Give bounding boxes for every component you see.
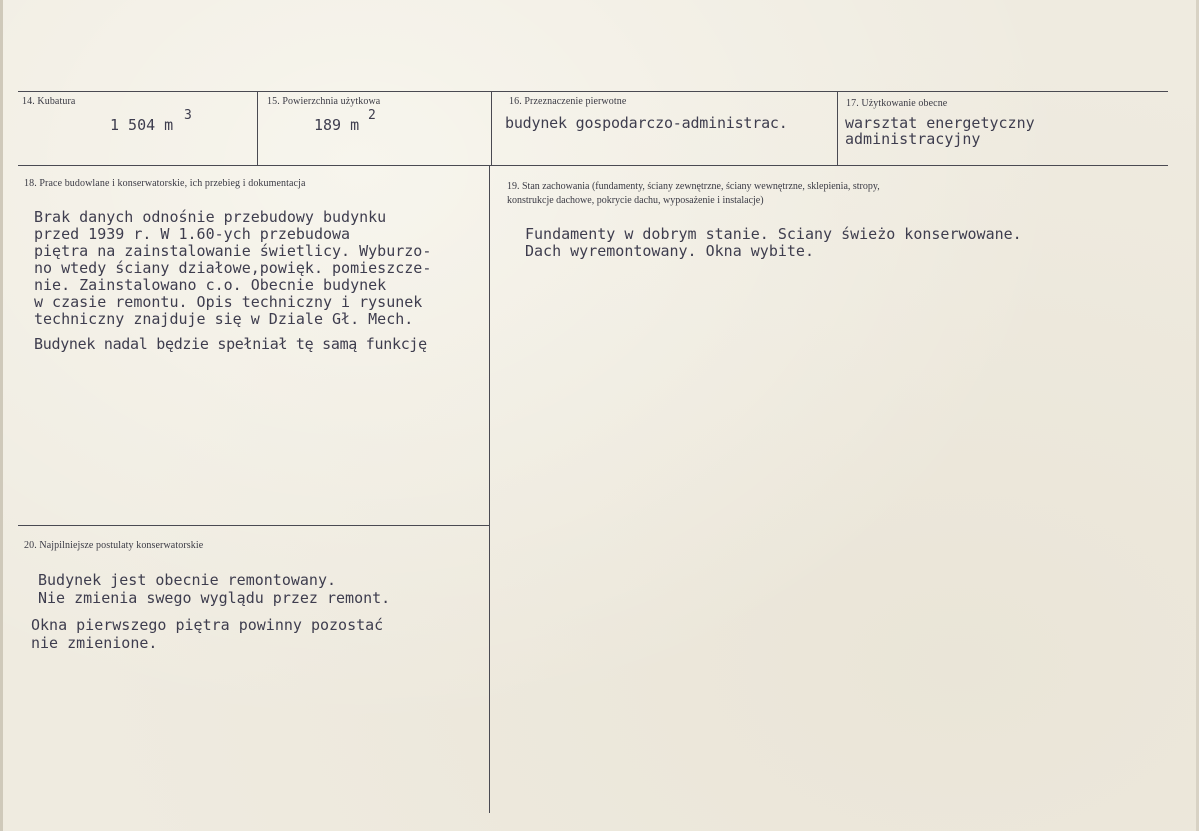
field-18-line-1: Brak danych odnośnie przebudowy budynku	[34, 208, 387, 226]
field-18-line-5: nie. Zainstalowano c.o. Obecnie budynek	[34, 276, 387, 294]
field-15-value: 189 m	[314, 116, 360, 134]
field-19-label-line-1: 19. Stan zachowania (fundamenty, ściany zewnętrzne, ściany wewnętrzne, sklepienia, stropy,	[507, 181, 880, 192]
divider-18-19	[489, 165, 490, 813]
field-14-unit-exponent: 3	[184, 108, 192, 123]
field-20-line-1: Budynek jest obecnie remontowany.	[38, 571, 337, 589]
sheet-left-edge	[0, 0, 3, 831]
field-14-value: 1 504 m	[110, 116, 174, 134]
field-20-line-2: Nie zmienia swego wyglądu przez remont.	[38, 589, 391, 607]
field-18-extra-line: Budynek nadal będzie spełniał tę samą funkcję	[34, 335, 427, 353]
field-20-line-3: Okna pierwszego piętra powinny pozostać	[31, 616, 384, 634]
field-15-label: 15. Powierzchnia użytkowa	[267, 96, 381, 107]
field-19-line-1: Fundamenty w dobrym stanie. Sciany świeżo konserwowane.	[525, 225, 1022, 243]
field-18-line-2: przed 1939 r. W 1.60-ych przebudowa	[34, 225, 351, 243]
lower-left-rule	[18, 525, 489, 526]
field-14-label: 14. Kubatura	[22, 96, 76, 107]
field-19-label-line-2: konstrukcje dachowe, pokrycie dachu, wyposażenie i instalacje)	[507, 195, 764, 206]
field-18-line-6: w czasie remontu. Opis techniczny i rysunek	[34, 293, 423, 311]
field-18-line-3: piętra na zainstalowanie świetlicy. Wyburzo-	[34, 242, 432, 260]
divider-14-15	[257, 91, 258, 165]
field-20-label: 20. Najpilniejsze postulaty konserwatorskie	[24, 540, 204, 551]
field-17-line-1: warsztat energetyczny	[845, 114, 1035, 132]
field-17-line-2: administracyjny	[845, 130, 981, 148]
field-16-label: 16. Przeznaczenie pierwotne	[509, 96, 627, 107]
divider-15-16	[491, 91, 492, 165]
middle-rule	[18, 165, 1168, 166]
field-18-line-7: techniczny znajduje się w Dziale Gł. Mech.	[34, 310, 414, 328]
divider-16-17	[837, 91, 838, 165]
field-18-line-4: no wtedy ściany działowe,powięk. pomieszcze-	[34, 259, 432, 277]
field-16-value: budynek gospodarczo-administrac.	[505, 114, 788, 132]
field-18-label: 18. Prace budowlane i konserwatorskie, ich przebieg i dokumentacja	[24, 178, 306, 189]
field-19-line-2: Dach wyremontowany. Okna wybite.	[525, 242, 814, 260]
field-17-label: 17. Użytkowanie obecne	[846, 98, 948, 109]
field-15-unit-exponent: 2	[368, 108, 376, 123]
top-rule	[18, 91, 1168, 92]
field-20-line-4: nie zmienione.	[31, 634, 158, 652]
